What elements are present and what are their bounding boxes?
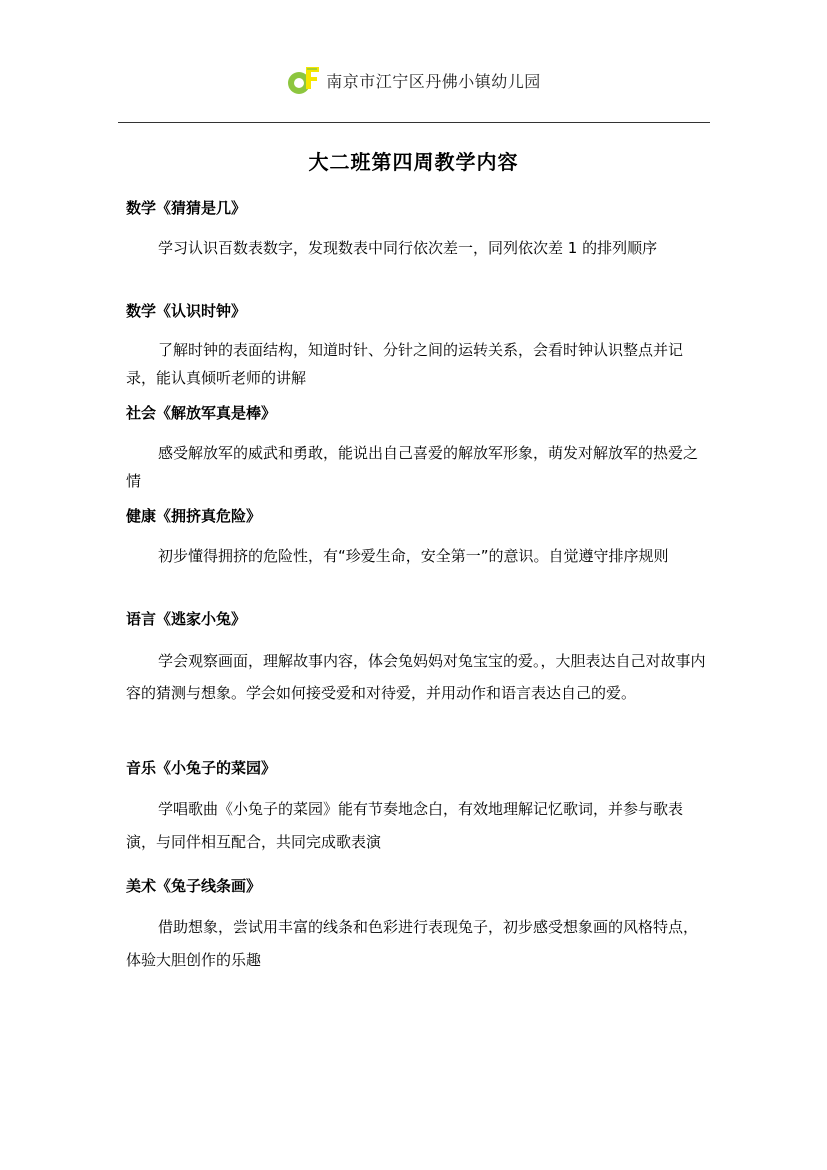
section-body: 学习认识百数表数字，发现数表中同行依次差一，同列依次差 1 的排列顺序	[158, 239, 658, 257]
page-title: 大二班第四周教学内容	[308, 150, 519, 174]
section-body: 借助想象，尝试用丰富的线条和色彩进行表现兔子，初步感受想象画的风格特点，体验大胆创作的乐趣	[126, 918, 699, 969]
section-heading: 语言《逃家小兔》	[126, 610, 247, 628]
school-name: 南京市江宁区丹佛小镇幼儿园	[326, 71, 541, 91]
section-body: 感受解放军的威武和勇敢，能说出自己喜爱的解放军形象，萌发对解放军的热爱之情	[126, 444, 699, 490]
section-body: 学会观察画面，理解故事内容，体会兔妈妈对兔宝宝的爱。，大胆表达自己对故事内容的猜测与想象。学会如何接受爱和对待爱，并用动作和语言表达自己的爱。	[126, 652, 706, 702]
section-heading: 社会《解放军真是棒》	[126, 404, 277, 422]
header-divider	[118, 122, 710, 123]
section-heading: 数学《认识时钟》	[126, 302, 247, 320]
section-heading: 美术《兔子线条画》	[126, 877, 262, 895]
section-heading: 数学《猜猜是几》	[126, 199, 247, 217]
page-header	[0, 60, 827, 100]
section-body: 学唱歌曲《小兔子的菜园》能有节奏地念白，有效地理解记忆歌词，并参与歌表演，与同伴相互配合，共同完成歌表演	[126, 800, 684, 851]
section-body: 初步懂得拥挤的危险性，有“珍爱生命，安全第一”的意识。自觉遵守排序规则	[158, 547, 669, 565]
section-body: 了解时钟的表面结构，知道时针、分针之间的运转关系，会看时钟认识整点并记录，能认真倾听老师的讲解	[126, 341, 684, 387]
section-heading: 健康《拥挤真危险》	[126, 507, 262, 525]
section-heading: 音乐《小兔子的菜园》	[126, 759, 277, 777]
school-logo-icon	[286, 63, 322, 97]
